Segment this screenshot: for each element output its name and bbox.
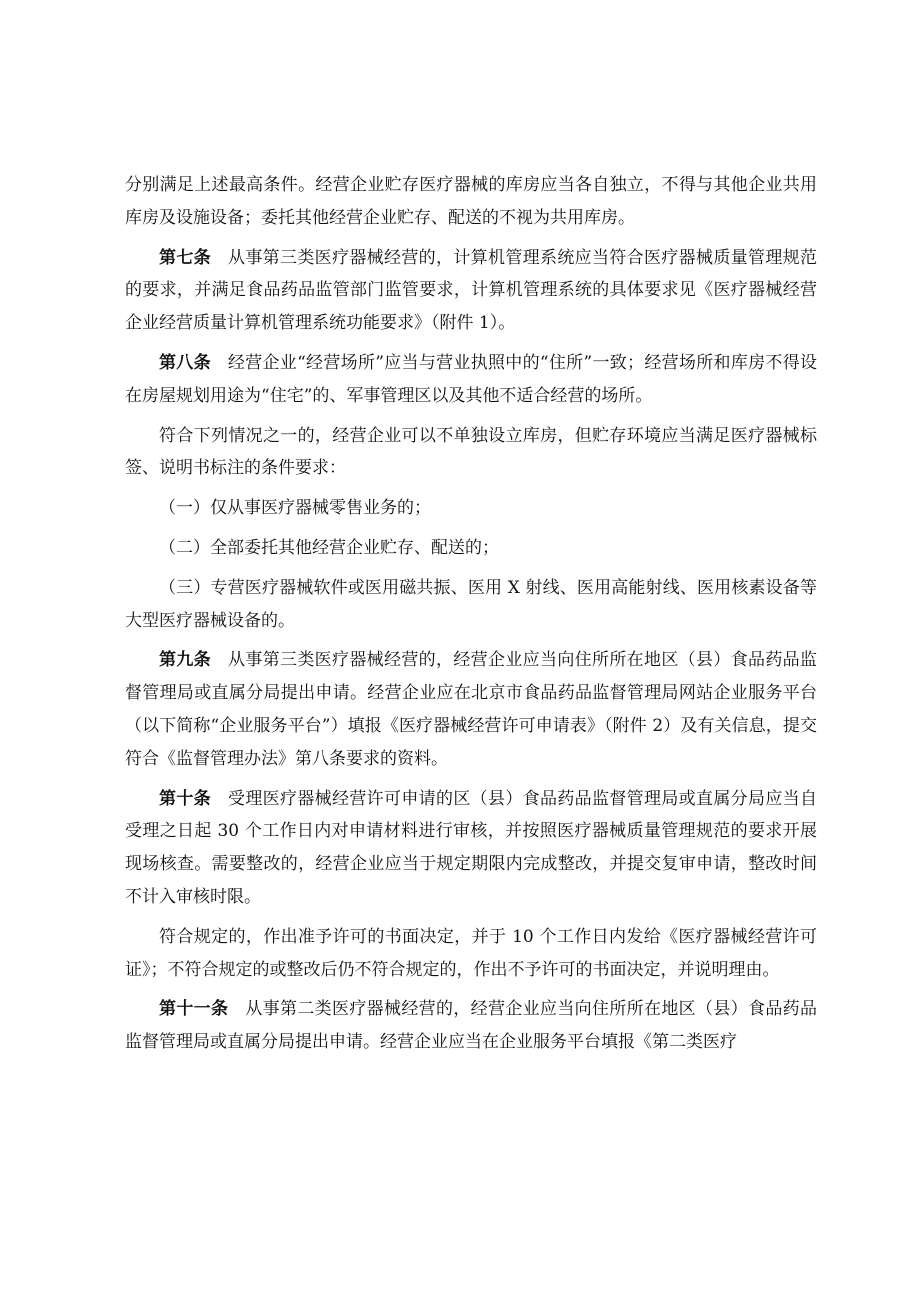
article-heading: 第十一条	[159, 999, 229, 1020]
article-heading: 第八条	[159, 352, 211, 373]
list-item-3	[125, 572, 817, 638]
paragraph-text: 经营企业“经营场所”应当与营业执照中的“住所”一致；经营场所和库房不得设在房屋规划用途为“住宅”的、军事管理区以及其他不适合经营的场所。	[125, 352, 818, 406]
paragraph-text: （三）专营医疗器械软件或医用磁共振、医用 X 射线、医用高能射线、医用核素设备等大型医疗器械设备的。	[125, 577, 817, 631]
paragraph-text: 受理医疗器械经营许可申请的区（县）食品药品监督管理局或直属分局应当自受理之日起 30 个工作日内对申请材料进行审核，并按照医疗器械质量管理规范的要求开展现场核查。需要整改的，经营企业应当于规定期限内完成整改，并提交复审申请，整改时间不计入审核时限。	[125, 788, 817, 907]
article-11	[125, 993, 817, 1059]
paragraph-text: 从事第二类医疗器械经营的，经营企业应当向住所所在地区（县）食品药品监督管理局或直属分局提出申请。经营企业应当在企业服务平台填报《第二类医疗	[125, 999, 818, 1053]
article-heading: 第七条	[159, 247, 211, 268]
paragraph-continuation	[125, 169, 817, 235]
paragraph-text: 分别满足上述最高条件。经营企业贮存医疗器械的库房应当各自独立，不得与其他企业共用库房及设施设备；委托其他经营企业贮存、配送的不视为共用库房。	[125, 175, 817, 228]
document-page	[125, 169, 817, 1066]
article-7	[125, 242, 817, 340]
article-heading: 第九条	[159, 650, 211, 671]
paragraph-text: 从事第三类医疗器械经营的，经营企业应当向住所所在地区（县）食品药品监督管理局或直属分局提出申请。经营企业应在北京市食品药品监督管理局网站企业服务平台（以下简称“企业服务平台”）填报《医疗器械经营许可申请表》（附件 2）及有关信息，提交符合《监督管理办法》第八条要求的资料。	[125, 650, 817, 769]
paragraph-approval	[125, 921, 817, 987]
article-9	[125, 644, 817, 775]
paragraph-text: 符合规定的，作出准予许可的书面决定，并于 10 个工作日内发给《医疗器械经营许可证》；不符合规定的或整改后仍不符合规定的，作出不予许可的书面决定，并说明理由。	[125, 926, 817, 980]
paragraph-exceptions-intro	[125, 420, 817, 486]
list-item-2	[125, 532, 817, 565]
paragraph-text: 从事第三类医疗器械经营的，计算机管理系统应当符合医疗器械质量管理规范的要求，并满足食品药品监管部门监管要求，计算机管理系统的具体要求见《医疗器械经营企业经营质量计算机管理系统功能要求》（附件 1）。	[125, 247, 817, 334]
paragraph-text: （二）全部委托其他经营企业贮存、配送的；	[159, 537, 499, 558]
article-10	[125, 783, 817, 914]
list-item-1	[125, 492, 817, 525]
paragraph-text: 符合下列情况之一的，经营企业可以不单独设立库房，但贮存环境应当满足医疗器械标签、说明书标注的条件要求：	[125, 425, 817, 479]
article-heading: 第十条	[159, 788, 211, 809]
article-8	[125, 347, 817, 413]
paragraph-text: （一）仅从事医疗器械零售业务的；	[159, 498, 431, 519]
